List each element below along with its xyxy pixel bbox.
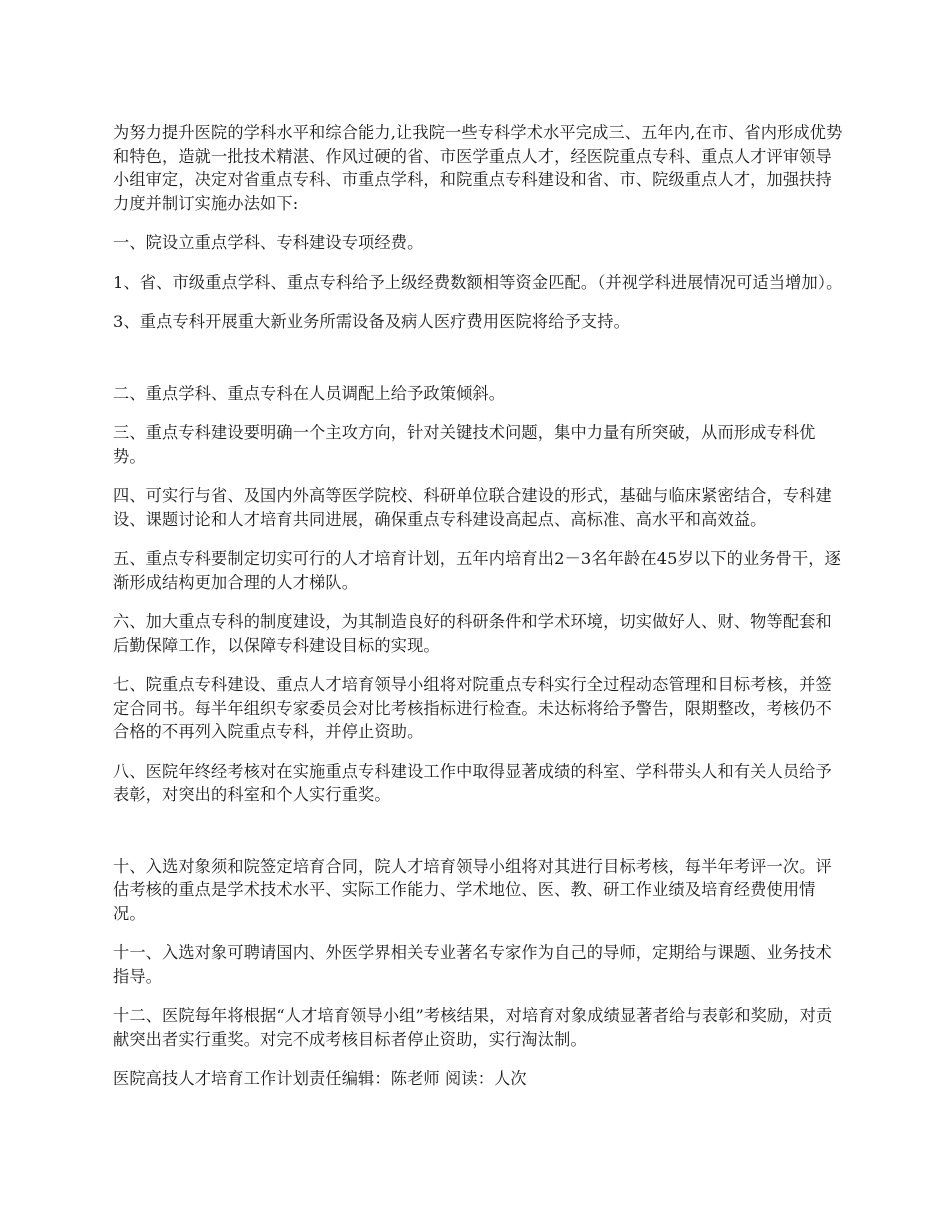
intro-paragraph: 为努力提升医院的学科水平和综合能力,让我院一些专科学术水平完成三、五年内,在市、省内形成优势和特色，造就一批技术精湛、作风过硬的省、市医学重点人才，经医院重点专科、重点人才评审领导小组审定，决定对省重点专科、市重点学科，和院重点专科建设和省、市、院级重点人才，加强扶持力度并制订实施办法如下: <box>113 123 843 213</box>
section-2: 二、重点学科、重点专科在人员调配上给予政策倾斜。 <box>113 383 506 403</box>
section-1-item-1: 1、省、市级重点学科、重点专科给予上级经费数额相等资金匹配。（并视学科进展情况可适当增加）。 <box>113 272 843 292</box>
blank-gap <box>113 350 843 382</box>
section-3: 三、重点专科建设要明确一个主攻方向，针对关键技术问题，集中力量有所突破，从而形成专科优势。 <box>113 423 816 466</box>
section-7: 七、院重点专科建设、重点人才培育领导小组将对院重点专科实行全过程动态管理和目标考核，并签定合同书。每半年组织专家委员会对比考核指标进行检查。未达标将给予警告，限期整改，考核仍不合格的不再列入院重点专科，并停止资助。 <box>113 675 832 741</box>
section-6: 六、加大重点专科的制度建设，为其制造良好的科研条件和学术环境，切实做好人、财、物等配套和后勤保障工作，以保障专科建设目标的实现。 <box>113 612 832 655</box>
section-11: 十一、入选对象可聘请国内、外医学界相关专业著名专家作为自己的导师，定期给与课题、业务技术指导。 <box>113 943 832 986</box>
document-body <box>113 121 843 1107</box>
section-10: 十、入选对象须和院签定培育合同，院人才培育领导小组将对其进行目标考核，每半年考评一次。评估考核的重点是学术技术水平、实际工作能力、学术地位、医、教、研工作业绩及培育经费使用情况。 <box>113 856 832 923</box>
section-1-item-3: 3、重点专科开展重大新业务所需设备及病人医疗费用医院将给予支持。 <box>113 312 630 331</box>
section-8: 八、医院年终经考核对在实施重点专科建设工作中取得显著成绩的科室、学科带头人和有关人员给予表彰，对突出的科室和个人实行重奖。 <box>113 761 832 804</box>
section-4: 四、可实行与省、及国内外高等医学院校、科研单位联合建设的形式，基础与临床紧密结合，专科建设、课题讨论和人才培育共同进展，确保重点专科建设高起点、高标准、高水平和高效益。 <box>113 486 832 529</box>
section-12: 十二、医院每年将根据“人才培育领导小组”考核结果，对培育对象成绩显著者给与表彰和奖励，对贡献突出者实行重奖。对完不成考核目标者停止资助，实行淘汰制。 <box>113 1006 833 1049</box>
section-1-heading: 一、院设立重点学科、专科建设专项经费。 <box>113 233 424 252</box>
section-5: 五、重点专科要制定切实可行的人才培育计划，五年内培育出2－3名年龄在45岁以下的业务骨干，逐渐形成结构更加合理的人才梯队。 <box>113 549 841 592</box>
footer-credit: 医院高技人才培育工作计划责任编辑：陈老师 阅读：人次 <box>113 1069 527 1088</box>
blank-gap <box>113 823 843 855</box>
